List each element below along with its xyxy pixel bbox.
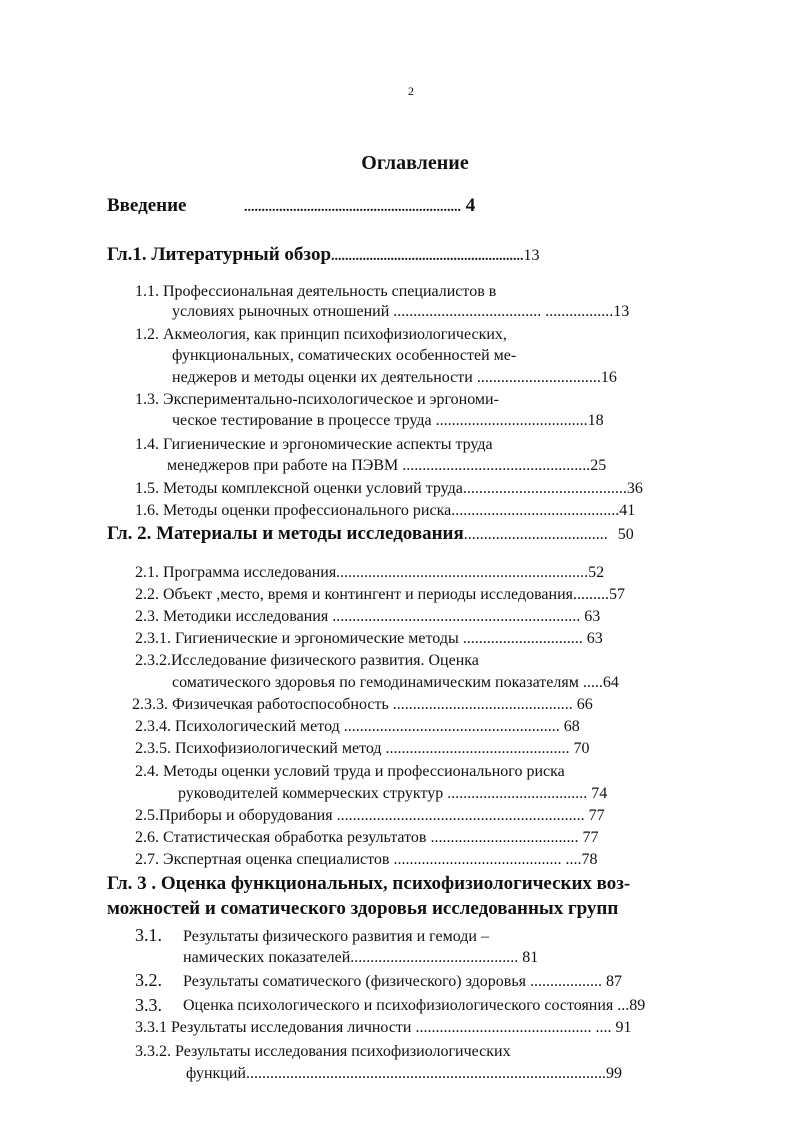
toc-intro-label: Введение — [107, 195, 192, 216]
toc-3-3: Оценка психологического и психофизиологического состояния ...89 — [183, 997, 646, 1014]
page-number: 2 — [408, 84, 414, 98]
toc-ch3-line2: можностей и соматического здоровья исследованных групп — [107, 898, 619, 919]
toc-2-3: 2.3. Методики исследования .............................................................. 63 — [135, 608, 601, 625]
toc-ch2-label: Гл. 2. Материалы и методы исследования — [107, 523, 464, 544]
toc-3-3-2-line2: функций..........................................................................................99 — [186, 1065, 622, 1082]
toc-2-4-line1: 2.4. Методы оценки условий труда и профессионального риска — [135, 763, 565, 780]
toc-2-3-2-line1: 2.3.2.Исследование физического развития. Оценка — [135, 652, 479, 669]
toc-2-3-5: 2.3.5. Психофизиологический метод .............................................. 70 — [135, 740, 590, 757]
toc-2-3-4: 2.3.4. Психологический метод ...................................................... 68 — [135, 718, 580, 735]
toc-3-3-number: 3.3. — [135, 995, 162, 1015]
toc-2-5: 2.5.Приборы и оборудования .............................................................. 77 — [135, 807, 605, 824]
toc-1-3-line1: 1.3. Экспериментально-психологическое и эргономи- — [135, 391, 499, 408]
toc-2-3-1: 2.3.1. Гигиенические и эргономические методы .............................. 63 — [135, 630, 603, 647]
toc-1-2-line3: неджеров и методы оценки их деятельности ...............................16 — [172, 369, 617, 386]
toc-3-2: Результаты соматического (физического) здоровья .................. 87 — [183, 973, 623, 990]
toc-1-2-line2: функциональных, соматических особенностей ме- — [172, 347, 517, 364]
toc-ch1-dots: ....................................................... — [331, 249, 524, 264]
toc-ch1 — [107, 243, 540, 269]
toc-ch1-label: Гл.1. Литературный обзор — [107, 244, 332, 265]
toc-3-1-number: 3.1. — [135, 925, 162, 945]
toc-3-3-2-line1: 3.3.2. Результаты исследования психофизиологических — [135, 1043, 511, 1060]
toc-ch2 — [107, 522, 634, 547]
toc-intro-dots: .............................................................. — [244, 200, 461, 215]
toc-1-5: 1.5. Методы комплексной оценки условий труда.........................................36 — [135, 480, 643, 497]
toc-1-4-line1: 1.4. Гигиенические и эргономические аспекты труда — [135, 436, 493, 453]
toc-1-1-line2: условиях рыночных отношений ..................................... .................13 — [172, 303, 630, 320]
toc-2-6: 2.6. Статистическая обработка результатов ..................................... 77 — [135, 829, 599, 846]
toc-2-1: 2.1. Программа исследования...............................................................52 — [135, 564, 605, 581]
toc-1-1-line1: 1.1. Профессиональная деятельность специалистов в — [135, 283, 497, 300]
toc-1-2-line1: 1.2. Акмеология, как принцип психофизиологических, — [135, 326, 507, 343]
toc-2-3-3: 2.3.3. Физичечкая работоспособность ............................................. 66 — [132, 696, 593, 713]
toc-2-4-line2: руководителей коммерческих структур ................................... 74 — [178, 785, 608, 802]
toc-3-2-number: 3.2. — [135, 970, 162, 990]
toc-3-3-1: 3.3.1 Результаты исследования личности ............................................ .... 91 — [135, 1019, 632, 1036]
toc-2-7: 2.7. Экспертная оценка специалистов .......................................... ....78 — [135, 851, 598, 868]
page-title: Оглавление — [361, 152, 469, 174]
toc-ch2-page: 50 — [617, 526, 634, 543]
toc-1-6: 1.6. Методы оценки профессионального риска..........................................41 — [135, 502, 636, 519]
toc-ch3-line1: Гл. 3 . Оценка функциональных, психофизиологических воз- — [107, 873, 631, 894]
toc-1-4-line2: менеджеров при работе на ПЭВМ ...............................................25 — [167, 457, 607, 474]
toc-ch2-dots: .................................... — [463, 526, 608, 543]
toc-3-1-line1: Результаты физического развития и гемоди – — [183, 928, 489, 945]
toc-intro-page: 4 — [465, 195, 476, 216]
toc-2-3-2-line2: соматического здоровья по гемодинамическим показателям .....64 — [172, 674, 619, 691]
toc-ch1-page: 13 — [523, 247, 540, 264]
toc-2-2: 2.2. Объект ,место, время и контингент и периоды исследования.........57 — [135, 586, 626, 603]
toc-1-3-line2: ческое тестирование в процессе труда ......................................18 — [172, 412, 604, 429]
toc-intro — [107, 194, 475, 220]
toc-3-1-line2: намических показателей.......................................... 81 — [183, 949, 539, 966]
